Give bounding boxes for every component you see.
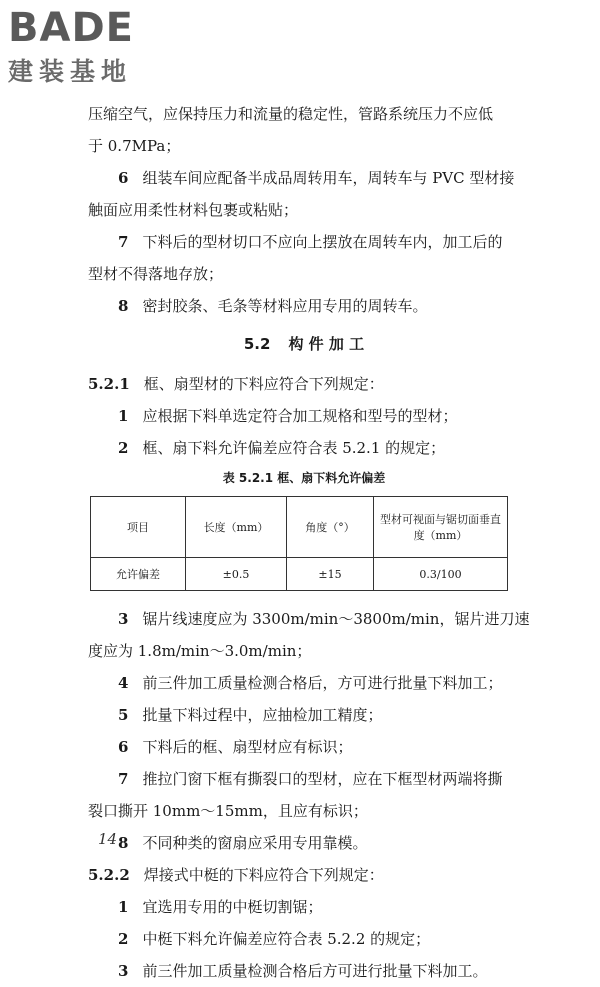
item-number: 1: [118, 407, 129, 425]
tolerance-table: [90, 496, 508, 591]
item-number: 6: [118, 738, 129, 756]
item-number: 1: [118, 898, 129, 916]
item-text: 前三件加工质量检测合格后，方可进行批量下料加工；: [142, 674, 503, 692]
table-cell: ±15: [287, 558, 374, 591]
list-item-7b: [88, 763, 520, 827]
clause-number: 5.2.2: [88, 866, 130, 884]
page-number: 14: [98, 830, 118, 848]
item-number: 7: [118, 770, 129, 788]
section-title: 构 件 加 工: [288, 335, 365, 353]
item-text: 密封胶条、毛条等材料应用专用的周转车。: [142, 297, 428, 315]
table-wrapper: [88, 496, 520, 591]
item-number: 6: [118, 169, 129, 187]
table-header-row: [91, 497, 508, 558]
header-cell: 长度（mm）: [186, 497, 287, 558]
table-row: [91, 558, 508, 591]
item-number: 8: [118, 297, 129, 315]
item-text-cont: 触面应用柔性材料包裹或粘贴；: [88, 201, 299, 219]
clause-number: 5.2.1: [88, 375, 130, 393]
list-item-7: [88, 226, 520, 290]
item-number: 3: [118, 610, 129, 628]
item-text: 框、扇下料允许偏差应符合表 5.2.1 的规定；: [142, 439, 446, 457]
list-item-8b: [88, 827, 520, 859]
list-item-3: [88, 603, 530, 667]
continuation-line-2: 于 0.7MPa；: [88, 137, 181, 155]
table-cell: 允许偏差: [91, 558, 186, 591]
list-item: [88, 923, 520, 955]
item-text: 下料后的型材切口不应向上摆放在周转车内，加工后的: [142, 233, 503, 251]
item-text-cont: 型材不得落地存放；: [88, 265, 224, 283]
table-caption: 表 5.2.1 框、扇下料允许偏差: [222, 471, 386, 485]
brand-logo: [8, 6, 180, 88]
table-cell: 0.3/100: [374, 558, 508, 591]
item-text: 批量下料过程中，应抽检加工精度；: [142, 706, 383, 724]
item-text: 推拉门窗下框有撕裂口的型材，应在下框型材两端将撕: [142, 770, 503, 788]
continuation-line-1: 压缩空气，应保持压力和流量的稳定性，管路系统压力不应低: [88, 105, 494, 123]
logo-subtitle: 建装基地: [8, 57, 133, 86]
item-text: 宜选用专用的中梃切割锯；: [142, 898, 323, 916]
item-number: 2: [118, 439, 129, 457]
section-number: 5.2: [243, 335, 271, 353]
clause-text: 框、扇型材的下料应符合下列规定：: [143, 375, 384, 393]
clause-5-2-2: [88, 859, 520, 891]
list-item-8: [88, 290, 520, 322]
item-text-cont: 裂口撕开 10mm～15mm，且应有标识；: [88, 802, 368, 820]
header-cell: 角度（°）: [287, 497, 374, 558]
clause-5-2-1: [88, 368, 520, 400]
item-number: 8: [118, 834, 129, 852]
logo-wordmark: BADE: [8, 5, 134, 51]
item-text-cont: 度应为 1.8m/min～3.0m/min；: [88, 642, 312, 660]
item-number: 3: [118, 962, 129, 980]
list-item: [88, 891, 520, 923]
item-text: 中梃下料允许偏差应符合表 5.2.2 的规定；: [142, 930, 431, 948]
list-item: [88, 955, 520, 987]
item-number: 7: [118, 233, 129, 251]
item-number: 4: [118, 674, 129, 692]
table-cell: ±0.5: [186, 558, 287, 591]
list-item: [88, 400, 520, 432]
item-number: 5: [118, 706, 129, 724]
item-text: 前三件加工质量检测合格后方可进行批量下料加工。: [142, 962, 488, 980]
item-text: 锯片线速度应为 3300m/min～3800m/min，锯片进刀速: [142, 610, 530, 628]
list-item: [88, 432, 520, 464]
list-item-5: [88, 699, 520, 731]
section-heading: [88, 332, 520, 356]
list-item-6: [88, 162, 520, 226]
item-text: 组装车间应配备半成品周转用车，周转车与 PVC 型材接: [142, 169, 515, 187]
item-text: 不同种类的窗扇应采用专用靠模。: [142, 834, 368, 852]
item-text: 下料后的框、扇型材应有标识；: [142, 738, 353, 756]
item-number: 2: [118, 930, 129, 948]
page-content: [88, 98, 530, 987]
item-text: 应根据下料单选定符合加工规格和型号的型材；: [142, 407, 458, 425]
header-cell: 型材可视面与锯切面垂直度（mm）: [374, 497, 508, 558]
list-item-6b: [88, 731, 520, 763]
clause-text: 焊接式中梃的下料应符合下列规定：: [143, 866, 384, 884]
list-item-4: [88, 667, 520, 699]
header-cell: 项目: [91, 497, 186, 558]
